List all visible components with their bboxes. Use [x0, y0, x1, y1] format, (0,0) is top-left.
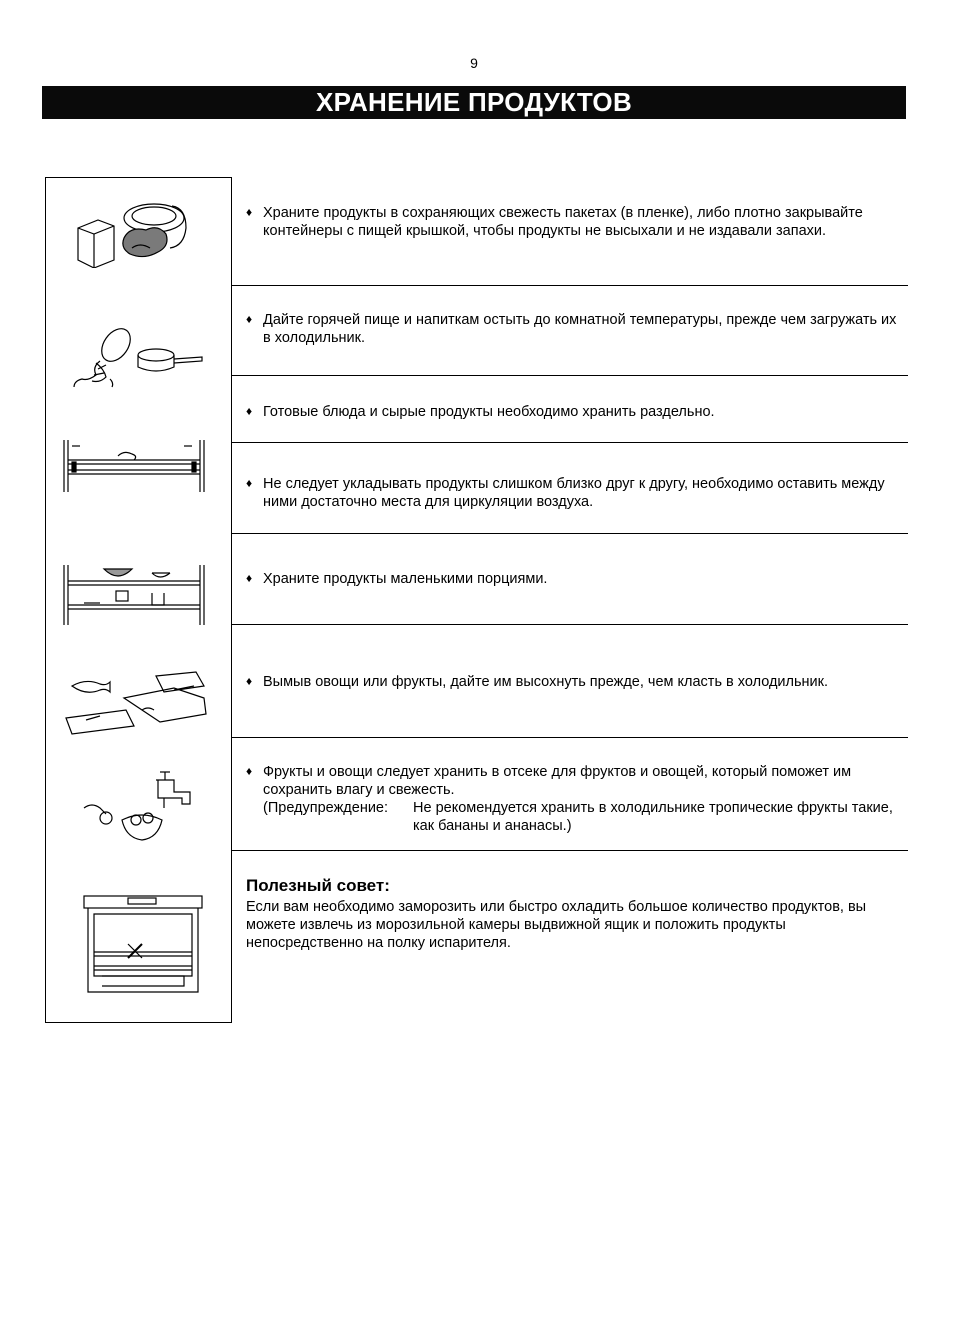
bullet-icon: ♦: [246, 571, 253, 585]
tip-row-1: [232, 204, 908, 284]
bullet-icon: ♦: [246, 476, 253, 490]
row-divider: [232, 533, 908, 534]
fridge-shelves-portions-icon: [60, 561, 208, 627]
row-divider: [232, 624, 908, 625]
bullet-icon: ♦: [246, 404, 253, 418]
tip-row-4: [232, 475, 908, 531]
useful-tip-text: Если вам необходимо заморозить или быстро охладить большое количество продуктов, вы можете извлечь из морозильной камеры выдвижной ящик и положить продукты непосредственно на полку испарителя.: [246, 899, 867, 951]
warning-label: (Предупреждение:: [263, 800, 389, 816]
tip-text: Не следует укладывать продукты слишком близко друг к другу, необходимо оставить между ними достаточно места для циркуляции воздуха.: [263, 476, 885, 510]
tip-row-5: [232, 570, 908, 610]
row-divider: [232, 737, 908, 738]
bullet-icon: ♦: [246, 674, 253, 688]
freezer-compartment-icon: [82, 892, 206, 998]
tip-text: Готовые блюда и сырые продукты необходимо хранить раздельно.: [263, 404, 715, 420]
useful-tip-heading: Полезный совет:: [246, 876, 390, 895]
page-title: ХРАНЕНИЕ ПРОДУКТОВ: [42, 86, 906, 119]
tip-text: Фрукты и овощи следует хранить в отсеке для фруктов и овощей, который поможет им сохранить влагу и свежесть.: [263, 764, 852, 798]
bullet-icon: ♦: [246, 312, 253, 326]
fridge-shelf-icon: [60, 436, 208, 496]
row-divider: [232, 442, 908, 443]
illustration-column: [45, 177, 232, 1023]
tip-text: Вымыв овощи или фрукты, дайте им высохнуть прежде, чем класть в холодильник.: [263, 674, 829, 690]
tip-text: Храните продукты маленькими порциями.: [263, 571, 548, 587]
tip-text: Дайте горячей пище и напиткам остыть до комнатной температуры, прежде чем загружать их в холодильник.: [263, 312, 897, 346]
row-divider: [232, 850, 908, 851]
tip-row-6: [232, 673, 908, 713]
tip-row-3: [232, 403, 908, 439]
tip-row-7: [232, 763, 908, 849]
hot-pan-icon: [70, 323, 210, 393]
warning-text: Не рекомендуется хранить в холодильнике тропические фрукты такие, как бананы и ананасы.): [413, 800, 893, 834]
page-number: 9: [470, 55, 478, 71]
bullet-icon: ♦: [246, 205, 253, 219]
row-divider: [232, 285, 908, 286]
washed-vegetables-icon: [64, 670, 212, 738]
fruit-bowl-faucet-icon: [78, 766, 208, 850]
tip-row-2: [232, 311, 908, 371]
tip-text: Храните продукты в сохраняющих свежесть пакетах (в пленке), либо плотно закрывайте контейнеры с пищей крышкой, чтобы продукты не высыхали и не издавали запахи.: [263, 205, 863, 239]
row-divider: [232, 375, 908, 376]
food-containers-icon: [74, 198, 219, 268]
bullet-icon: ♦: [246, 764, 253, 778]
